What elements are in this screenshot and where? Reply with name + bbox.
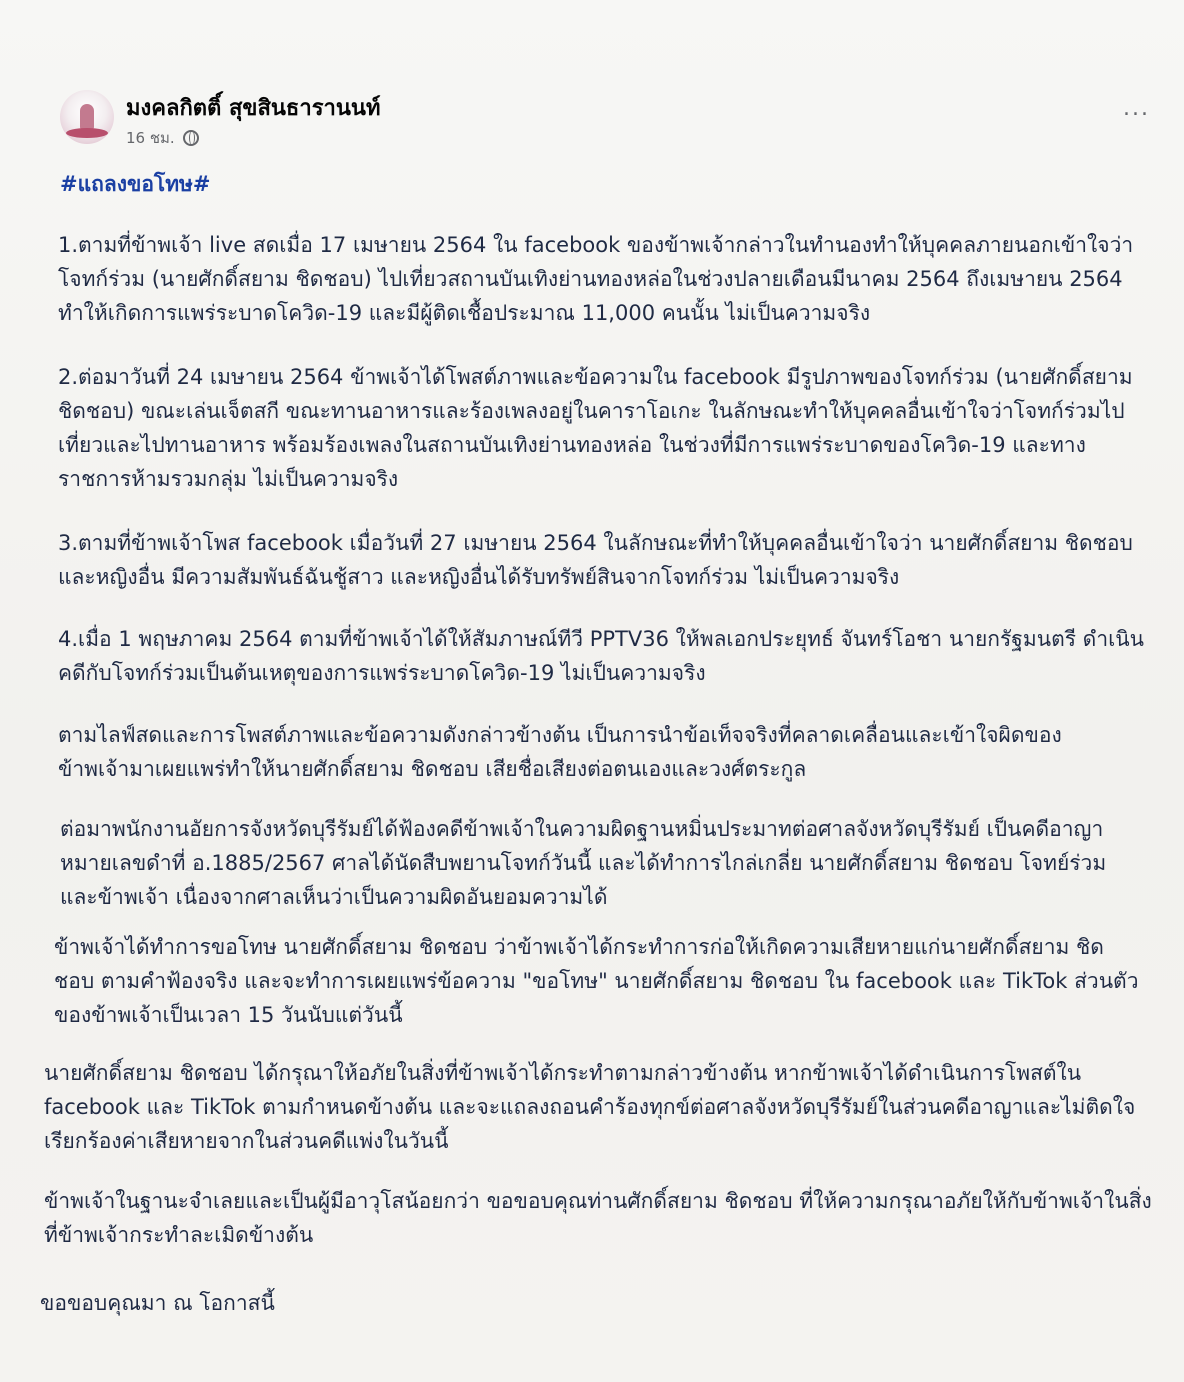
paragraph-5: ตามไลฟ์สดและการโพสต์ภาพและข้อความดังกล่าวข้างต้น เป็นการนำข้อเท็จจริงที่คลาดเคลื่อนและเข้าใจผิดของข้าพเจ้ามาเผยแพร่ทำให้นายศักดิ์สยาม ชิดชอบ เสียชื่อเสียงต่อตนเองและวงศ์ตระกูล (58, 723, 1062, 781)
post-timestamp[interactable]: 16 ชม. (126, 129, 175, 147)
post-meta (126, 126, 199, 150)
paragraph-9: ข้าพเจ้าในฐานะจำเลยและเป็นผู้มีอาวุโสน้อยกว่า ขอขอบคุณท่านศักดิ์สยาม ชิดชอบ ที่ให้ความกรุณาอภัยให้กับข้าพเจ้าในสิ่งที่ข้าพเจ้ากระทำละเมิดข้างต้น (44, 1189, 1152, 1247)
avatar-figure-icon (80, 104, 94, 130)
paragraph-6: ต่อมาพนักงานอัยการจังหวัดบุรีรัมย์ได้ฟ้องคดีข้าพเจ้าในความผิดฐานหมิ่นประมาทต่อศาลจังหวัดบุรีรัมย์ เป็นคดีอาญาหมายเลขดำที่ อ.1885/2567 ศาลได้นัดสืบพยานโจทก์วันนี้ และได้ทำการไกล่เกลี่ย นายศักดิ์สยาม ชิดชอบ โจทย์ร่วม และข้าพเจ้า เนื่องจากศาลเห็นว่าเป็นความผิดอันยอมความได้ (60, 817, 1107, 909)
paragraph-10: ขอขอบคุณมา ณ โอกาสนี้ (40, 1291, 275, 1315)
paragraph-3: 3.ตามที่ข้าพเจ้าโพส facebook เมื่อวันที่ 27 เมษายน 2564 ในลักษณะที่ทำให้บุคคลอื่นเข้าใจว่า นายศักดิ์สยาม ชิดชอบ และหญิงอื่น มีความสัมพันธ์ฉันชู้สาว และหญิงอื่นได้รับทรัพย์สินจากโจทก์ร่วม ไม่เป็นความจริง (58, 531, 1133, 589)
avatar-base-icon (66, 128, 108, 138)
paragraph-2: 2.ต่อมาวันที่ 24 เมษายน 2564 ข้าพเจ้าได้โพสต์ภาพและข้อความใน facebook มีรูปภาพของโจทก์ร่วม (นายศักดิ์สยาม ชิดชอบ) ขณะเล่นเจ็ตสกี ขณะทานอาหารและร้องเพลงอยู่ในคาราโอเกะ ในลักษณะทำให้บุคคลอื่นเข้าใจว่าโจทก์ร่วมไปเที่ยวและไปทานอาหาร พร้อมร้องเพลงในสถานบันเทิงย่านทองหล่อ ในช่วงที่มีการแพร่ระบาดของโควิด-19 และทางราชการห้ามรวมกลุ่ม ไม่เป็นความจริง (58, 365, 1133, 491)
more-options-button[interactable]: ... (1123, 96, 1150, 121)
paragraph-1: 1.ตามที่ข้าพเจ้า live สดเมื่อ 17 เมษายน 2564 ใน facebook ของข้าพเจ้ากล่าวในทำนองทำให้บุคคลภายนอกเข้าใจว่าโจทก์ร่วม (นายศักดิ์สยาม ชิดชอบ) ไปเที่ยวสถานบันเทิงย่านทองหล่อในช่วงปลายเดือนมีนาคม 2564 ถึงเมษายน 2564 ทำให้เกิดการแพร่ระบาดโควิด-19 และมีผู้ติดเชื้อประมาณ 11,000 คนนั้น ไม่เป็นความจริง (58, 233, 1134, 325)
avatar[interactable] (60, 90, 114, 144)
globe-icon (183, 130, 199, 146)
paragraph-4: 4.เมื่อ 1 พฤษภาคม 2564 ตามที่ข้าพเจ้าได้ให้สัมภาษณ์ทีวี PPTV36 ให้พลเอกประยุทธ์ จันทร์โอชา นายกรัฐมนตรี ดำเนินคดีกับโจทก์ร่วมเป็นต้นเหตุของการแพร่ระบาดโควิด-19 ไม่เป็นความจริง (58, 627, 1145, 685)
hashtag-link[interactable]: #แถลงขอโทษ# (60, 172, 211, 196)
post-header (60, 84, 1160, 154)
author-name[interactable]: มงคลกิตติ์ สุขสินธารานนท์ (126, 96, 381, 121)
paragraph-7: ข้าพเจ้าได้ทำการขอโทษ นายศักดิ์สยาม ชิดชอบ ว่าข้าพเจ้าได้กระทำการก่อให้เกิดความเสียหายแก่นายศักดิ์สยาม ชิดชอบ ตามคำฟ้องจริง และจะทำการเผยแพร่ข้อความ "ขอโทษ" นายศักดิ์สยาม ชิดชอบ ใน facebook และ TikTok ส่วนตัวของข้าพเจ้าเป็นเวลา 15 วันนับแต่วันนี้ (54, 935, 1139, 1027)
paragraph-8: นายศักดิ์สยาม ชิดชอบ ได้กรุณาให้อภัยในสิ่งที่ข้าพเจ้าได้กระทำตามกล่าวข้างต้น หากข้าพเจ้าได้ดำเนินการโพสต์ใน facebook และ TikTok ตามกำหนดข้างต้น และจะแถลงถอนคำร้องทุกข์ต่อศาลจังหวัดบุรีรัมย์ในส่วนคดีอาญาและไม่ติดใจเรียกร้องค่าเสียหายจากในส่วนคดีแพ่งในวันนี้ (44, 1061, 1136, 1153)
